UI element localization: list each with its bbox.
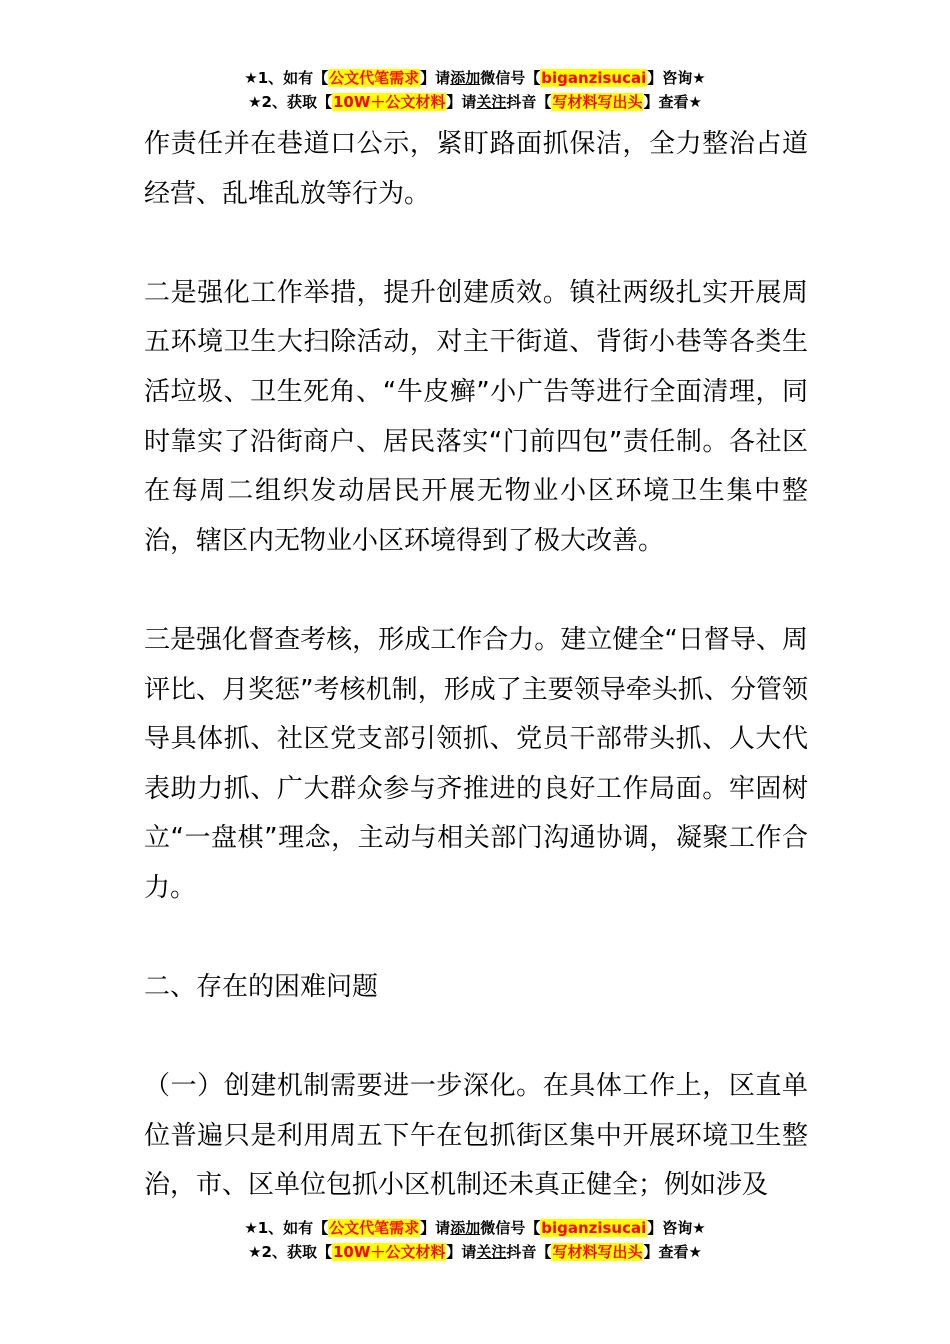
paragraph-supervision: 三是强化督查考核，形成工作合力。建立健全“日督导、周评比、月奖惩”考核机制，形成了主要领导牵头抓、分管领导具体抓、社区党支部引领抓、党员干部带头抓、人大代表助力抓、广大群众参与齐推进的良好工作局面。牢固树立“一盘棋”理念，主动与相关部门沟通协调，凝聚工作合力。 (144, 624, 808, 903)
banner-line-2 (0, 90, 950, 114)
banner-highlight: 公文代笔需求 (329, 69, 420, 87)
banner-underline: 添加 (450, 1219, 481, 1237)
banner-text: 微信号【 (480, 69, 541, 87)
paragraph-work-measures: 二是强化工作举措，提升创建质效。镇社两级扎实开展周五环境卫生大扫除活动，对主干街道、背街小巷等各类生活垃圾、卫生死角、“牛皮癣”小广告等进行全面清理，同时靠实了沿街商户、居民落实“门前四包”责任制。各社区在每周二组织发动居民开展无物业小区环境卫生集中整治，辖区内无物业小区环境得到了极大改善。 (144, 277, 808, 556)
banner-text: 】查看★ (643, 93, 702, 111)
document-body (144, 120, 808, 1261)
banner-text: 微信号【 (480, 1219, 541, 1237)
paragraph-continuation: 作责任并在巷道口公示，紧盯路面抓保洁，全力整治占道经营、乱堆乱放等行为。 (144, 129, 808, 209)
banner-highlight: 10W＋公文材料 (332, 1243, 446, 1261)
banner-highlight: 公文代笔需求 (329, 1219, 420, 1237)
banner-text: ★2、获取【 (248, 93, 332, 111)
banner-text: ★2、获取【 (248, 1243, 332, 1261)
banner-text: ★1、如有【 (244, 69, 329, 87)
banner-text: ★1、如有【 (244, 1219, 329, 1237)
banner-underline: 添加 (450, 69, 481, 87)
banner-text: 】请 (420, 1219, 451, 1237)
banner-douyin-id: 写材料写出头 (552, 1243, 643, 1261)
banner-text: 】请 (420, 69, 451, 87)
banner-line-2 (0, 1240, 950, 1264)
banner-text: 】咨询★ (647, 1219, 706, 1237)
banner-underline: 关注 (476, 93, 507, 111)
banner-text: 】咨询★ (647, 69, 706, 87)
banner-douyin-id: 写材料写出头 (552, 93, 643, 111)
banner-line-1 (0, 1216, 950, 1240)
banner-text: 】请 (446, 1243, 477, 1261)
paragraph-mechanism: （一）创建机制需要进一步深化。在具体工作上，区直单位普遍只是利用周五下午在包抓街区集中开展环境卫生整治，市、区单位包抓小区机制还未真正健全；例如涉及 (144, 1071, 808, 1201)
banner-text: 】请 (446, 93, 477, 111)
banner-text: 抖音【 (506, 93, 552, 111)
section-heading-problems: 二、存在的困难问题 (144, 972, 379, 1003)
banner-highlight: 10W＋公文材料 (332, 93, 446, 111)
header-banner (0, 66, 950, 114)
banner-text: 抖音【 (506, 1243, 552, 1261)
banner-text: 】查看★ (643, 1243, 702, 1261)
banner-underline: 关注 (476, 1243, 507, 1261)
banner-line-1 (0, 66, 950, 90)
banner-wechat-id: biganzisucai (541, 69, 647, 87)
footer-banner (0, 1216, 950, 1264)
banner-wechat-id: biganzisucai (541, 1219, 647, 1237)
